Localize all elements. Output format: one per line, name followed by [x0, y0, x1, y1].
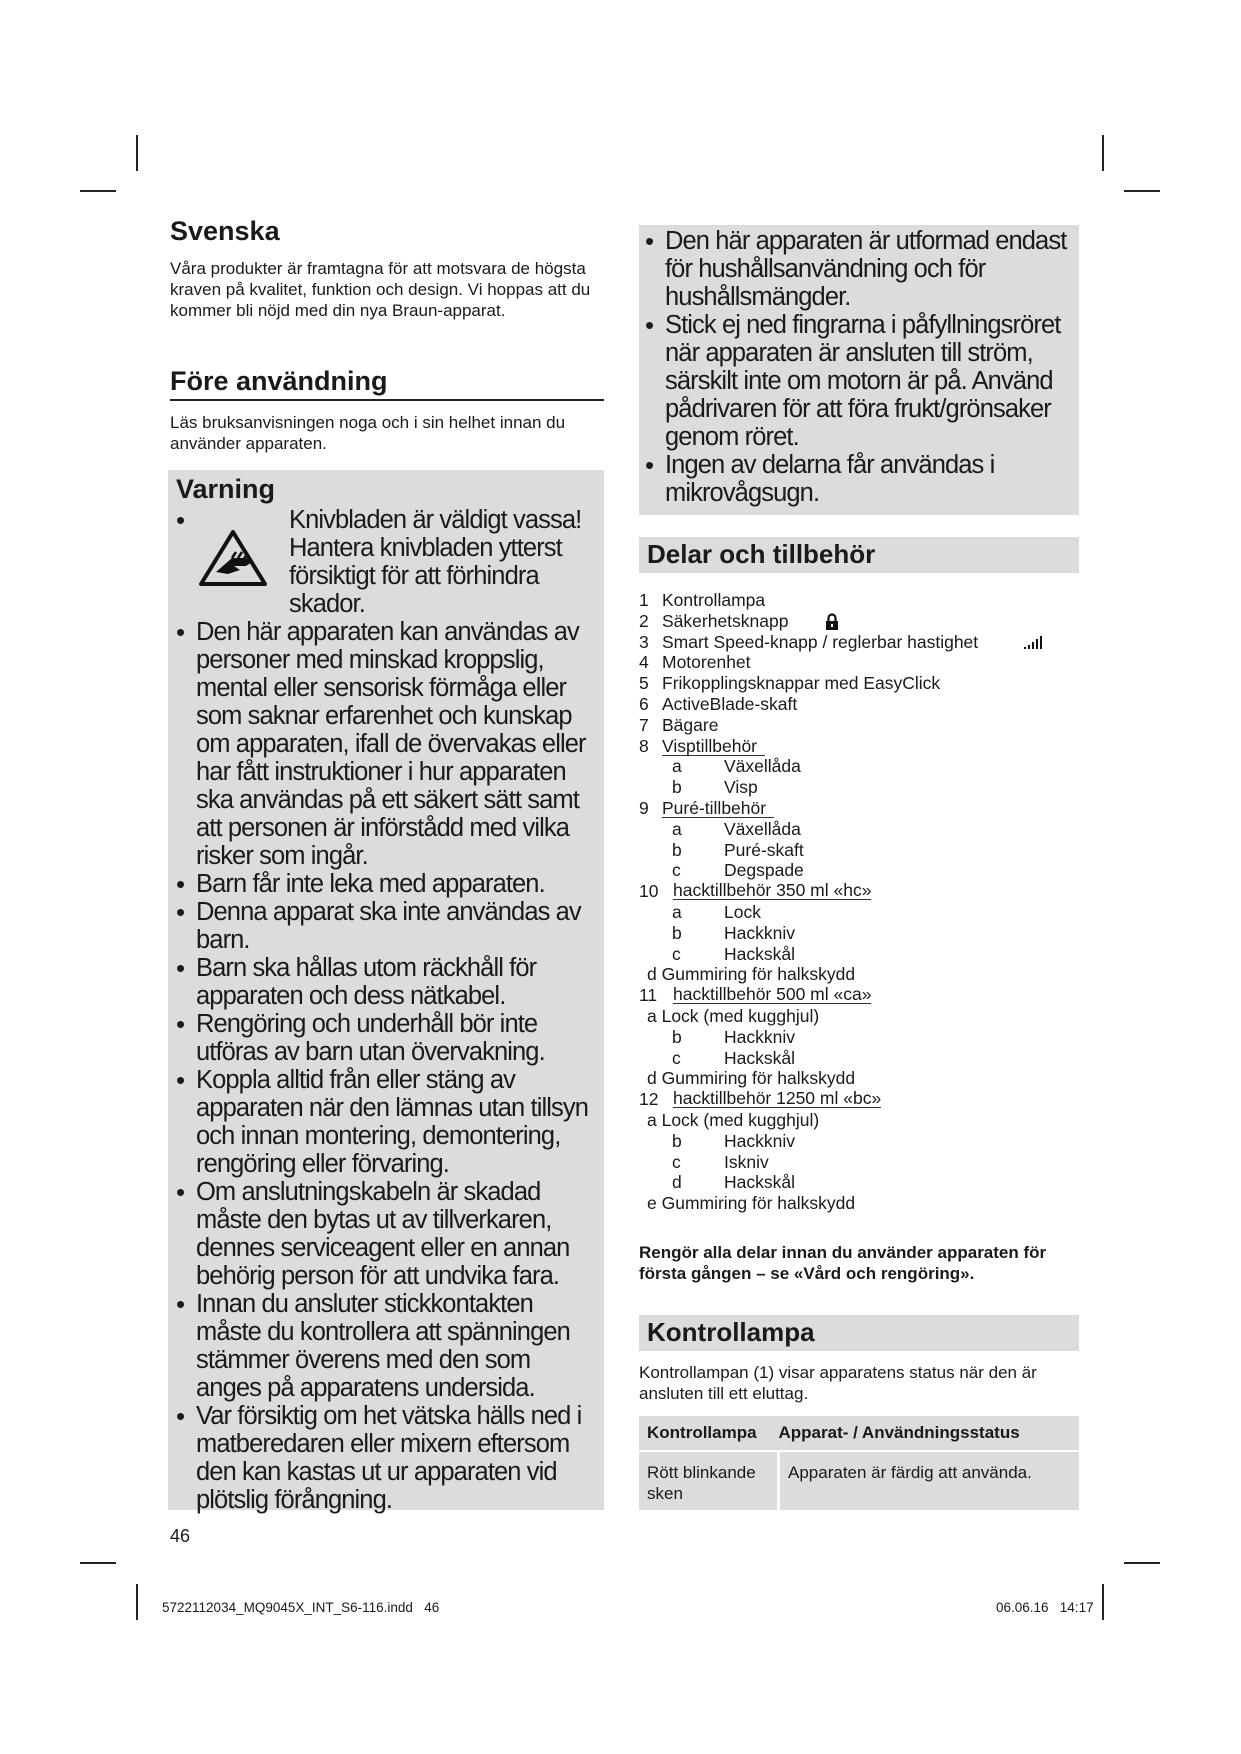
table-header-row: [639, 1416, 1079, 1451]
lamp-status-table: [639, 1416, 1079, 1510]
part-subrow: a Växellåda: [672, 756, 801, 777]
part-subrow: a Växellåda: [672, 818, 801, 839]
safety-item: • Stick ej ned fingrarna i påfyllningsröret när apparaten är ansluten till ström, särskilt inte om motorn är på. Använd pådrivaren för att föra frukt/grönsaker genom röret.: [645, 311, 1075, 451]
table-header: Kontrollampa: [639, 1416, 779, 1451]
warning-item: • Barn får inte leka med apparaten.: [176, 870, 600, 898]
crop-mark: [80, 1562, 116, 1564]
clean-note: Rengör alla delar innan du använder apparaten för första gången – se «Vård och rengöring».: [639, 1243, 1047, 1283]
safety-item: • Ingen av delarna får användas i mikrovågsugn.: [645, 451, 1075, 507]
speed-bars-icon: [1023, 634, 1045, 650]
crop-mark: [1102, 135, 1104, 171]
warning-item: • Denna apparat ska inte användas av barn.: [176, 898, 600, 954]
part-row: 8 Visptillbehör: [639, 736, 1089, 757]
intro-text: Våra produkter är framtagna för att motsvara de högsta kraven på kvalitet, funktion och design. Vi hoppas att du kommer bli nöjd med din nya Braun-apparat.: [170, 259, 591, 320]
part-row: 4 Motorenhet: [639, 652, 751, 673]
safety-item: • Den här apparaten är utformad endast för hushållsanvändning och för hushållsmängder.: [645, 227, 1075, 311]
crop-mark: [1124, 1562, 1160, 1564]
warning-item: • Barn ska hållas utom räckhåll för apparaten och dess nätkabel.: [176, 954, 600, 1010]
warning-item-blades: [176, 506, 600, 618]
part-row: 9 Puré-tillbehör: [639, 798, 1089, 819]
part-subrow: b Hackkniv: [672, 1130, 795, 1151]
part-subrow: d Gummiring för halkskydd: [647, 964, 856, 985]
table-row: [639, 1451, 1079, 1510]
part-subrow: b Puré-skaft: [672, 839, 804, 860]
warning-item: • Den här apparaten kan användas av personer med minskad kroppslig, mental eller sensorisk förmåga eller som saknar erfarenhet och kunskap om apparaten, ifall de övervakas eller har fått instruktioner i hur apparaten ska användas på ett säkert sätt samt att personen är införstådd med vilka risker som ingår.: [176, 618, 600, 870]
part-subrow: a Lock: [672, 901, 761, 922]
part-row: 6 ActiveBlade-skaft: [639, 693, 798, 714]
crop-mark: [136, 1584, 138, 1620]
part-subrow: c Hackskål: [672, 1047, 795, 1068]
crop-mark: [1124, 190, 1160, 192]
warning-title: Varning: [176, 474, 276, 504]
part-subrow: a Lock (med kugghjul): [647, 1109, 820, 1130]
bullet: •: [176, 505, 185, 535]
before-use-text: Läs bruksanvisningen noga och i sin helhet innan du använder apparaten.: [170, 413, 566, 453]
footer-date: 06.06.16 14:17: [996, 1600, 1094, 1615]
warning-item: • Om anslutningskabeln är skadad måste den bytas ut av tillverkaren, dennes serviceagent eller en annan behörig person för att undvika fara.: [176, 1178, 600, 1290]
warning-item: • Rengöring och underhåll bör inte utföras av barn utan övervakning.: [176, 1010, 600, 1066]
lamp-text: Kontrollampan (1) visar apparatens status när den är ansluten till ett eluttag.: [639, 1363, 1037, 1403]
footer-file: 5722112034_MQ9045X_INT_S6-116.indd 46: [162, 1600, 440, 1615]
language-title: Svenska: [170, 216, 280, 246]
lock-icon: [825, 613, 839, 631]
part-subrow: c Hackskål: [672, 943, 795, 964]
safety-list: [645, 227, 1075, 507]
part-row: 1 Kontrollampa: [639, 590, 766, 610]
lamp-heading: [639, 1315, 1079, 1351]
crop-mark: [80, 190, 116, 192]
part-subrow: b Hackkniv: [672, 1026, 795, 1047]
page-number: 46: [170, 1526, 191, 1546]
parts-heading: [639, 537, 1079, 573]
warning-list: [176, 506, 600, 1514]
table-cell: Apparaten är färdig att använda.: [779, 1451, 1080, 1510]
part-row: 10 hacktillbehör 350 ml «hc»: [639, 880, 872, 902]
part-subrow: e Gummiring för halkskydd: [647, 1193, 856, 1214]
part-row: 12 hacktillbehör 1250 ml «bc»: [639, 1088, 882, 1110]
part-subrow: c Degspade: [672, 860, 804, 881]
warning-item: • Var försiktig om het vätska hälls ned i matberedaren eller mixern eftersom den kan kastas ut ur apparaten vid plötslig förångning.: [176, 1402, 600, 1514]
part-row: 11 hacktillbehör 500 ml «ca»: [639, 984, 872, 1006]
part-subrow: b Hackkniv: [672, 922, 795, 943]
warning-item-text: Knivbladen är väldigt vassa! Hantera knivbladen ytterst försiktigt för att förhindra skador.: [289, 506, 582, 618]
hand-cut-warning-icon: [198, 528, 268, 588]
part-subrow: a Lock (med kugghjul): [647, 1005, 820, 1026]
before-use-heading: Före användning: [170, 366, 604, 401]
part-row: 2 Säkerhetsknapp: [639, 611, 1089, 632]
crop-mark: [1102, 1584, 1104, 1620]
crop-mark: [136, 135, 138, 171]
parts-title: Delar och tillbehör: [647, 539, 876, 569]
part-row: 5 Frikopplingsknappar med EasyClick: [639, 673, 941, 694]
table-header: Apparat- / Användningsstatus: [779, 1416, 1080, 1451]
part-subrow: c Iskniv: [672, 1151, 769, 1172]
warning-item: • Koppla alltid från eller stäng av apparaten när den lämnas utan tillsyn och innan montering, demontering, rengöring eller förvaring.: [176, 1066, 600, 1178]
part-subrow: b Visp: [672, 777, 758, 798]
part-row: 7 Bägare: [639, 714, 719, 735]
warning-box: [168, 470, 604, 1514]
part-row: 3 Smart Speed-knapp / reglerbar hastighet: [639, 632, 1089, 653]
part-subrow: d Hackskål: [672, 1172, 795, 1193]
part-subrow: d Gummiring för halkskydd: [647, 1068, 856, 1089]
parts-list: [639, 590, 1089, 1214]
lamp-title: Kontrollampa: [647, 1317, 815, 1347]
safety-box: [639, 225, 1079, 515]
warning-item: • Innan du ansluter stickkontakten måste du kontrollera att spänningen stämmer överens med den som anges på apparatens undersida.: [176, 1290, 600, 1402]
table-cell: Rött blinkande sken: [639, 1451, 779, 1510]
